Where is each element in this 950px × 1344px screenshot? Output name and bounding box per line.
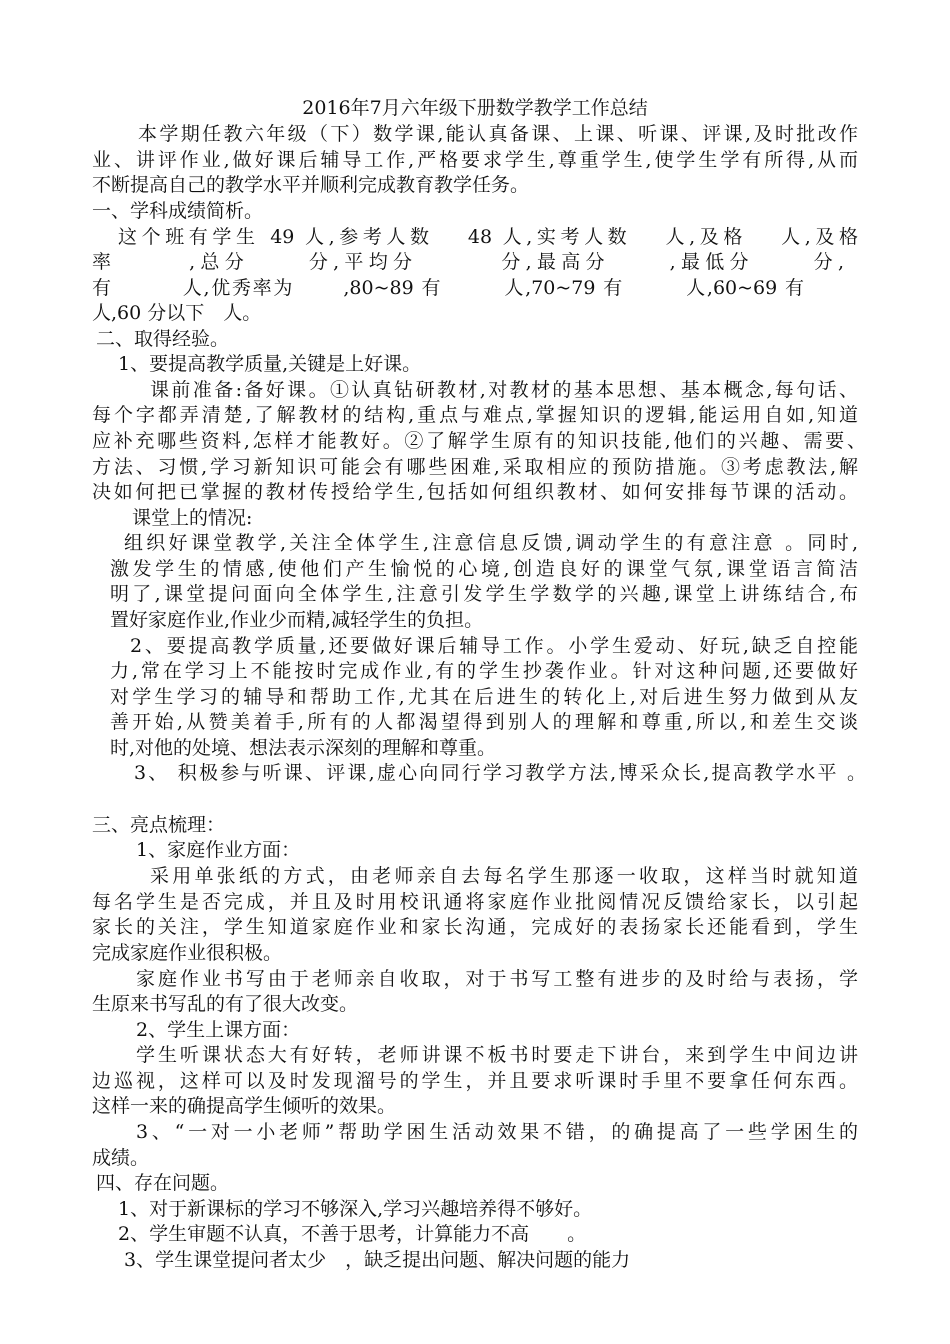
section2-heading: 二、取得经验。 [96,328,230,350]
sub1-p1-line-1: 采用单张纸的方式，由老师亲自去每名学生那逐一收取，这样当时就知道 [150,865,858,887]
sub1-p1-line-4: 完成家庭作业很积极。 [92,942,283,964]
item2-line-3: 对学生学习的辅导和帮助工作,尤其在后进生的转化上,对后进生努力做到从友 [110,686,858,708]
sub3-line-2: 成绩。 [92,1147,150,1169]
problem-item-1: 1、对于新课标的学习不够深入,学习兴趣培养得不够好。 [118,1198,593,1220]
problem-item-3: 3、学生课堂提问者太少 ，缺乏提出问题、解决问题的能力 [124,1249,631,1271]
section2-item3: 3、 积极参与听课、评课,虚心向同行学习教学方法,博采众长,提高教学水平 。 [134,762,866,784]
prep-line-5: 决如何把已掌握的教材传授给学生,包括如何组织教材、如何安排每节课的活动。 [92,481,858,503]
section1-line-2: 率 ,总分 分,平均分 分,最高分 ,最低分 分, [92,251,844,273]
sub3-line-1: 3、“一对一小老师”帮助学困生活动效果不错，的确提高了一些学困生的 [136,1121,858,1143]
section4-heading: 四、存在问题。 [96,1172,230,1194]
item2-line-1: 2、要提高教学质量,还要做好课后辅导工作。小学生爱动、好玩,缺乏自控能 [130,635,858,657]
sub2-line-1: 学生听课状态大有好转，老师讲课不板书时要走下讲台，来到学生中间边讲 [136,1044,858,1066]
sub2-line-3: 这样一来的确提高学生倾听的效果。 [92,1095,397,1117]
section1-heading: 一、学科成绩简析。 [92,200,264,222]
section1-line-3: 有 人,优秀率为 ,80~89 有 人,70~79 有 人,60~69 有 [92,277,804,299]
class-line-2: 激发学生的情感,使他们产生愉悦的心境,创造良好的课堂气氛,课堂语言简洁 [110,558,858,580]
document-title: 2016年7月六年级下册数学教学工作总结 [302,97,648,119]
sub1-p2-line-2: 生原来书写乱的有了很大改变。 [92,993,359,1015]
sub1-p2-line-1: 家庭作业书写由于老师亲自收取，对于书写工整有进步的及时给与表扬，学 [136,968,858,990]
item2-line-2: 力,常在学习上不能按时完成作业,有的学生抄袭作业。针对这种问题,还要做好 [110,660,858,682]
sub1-p1-line-2: 每名学生是否完成，并且及时用校讯通将家庭作业批阅情况反馈给家长，以引起 [92,891,858,913]
prep-line-4: 方法、习惯,学习新知识可能会有哪些困难,采取相应的预防措施。③考虑教法,解 [92,456,858,478]
intro-line-1: 本学期任教六年级（下）数学课,能认真备课、上课、听课、评课,及时批改作 [138,123,858,145]
sub1-title: 1、家庭作业方面： [136,839,301,861]
item2-line-4: 善开始,从赞美着手,所有的人都渴望得到别人的理解和尊重,所以,和差生交谈 [110,711,858,733]
class-line-4: 置好家庭作业,作业少而精,减轻学生的负担。 [110,609,484,631]
class-line-1: 组织好课堂教学,关注全体学生,注意信息反馈,调动学生的有意注意 。同时, [124,532,858,554]
prep-line-1: 课前准备:备好课。①认真钻研教材,对教材的基本思想、基本概念,每句话、 [150,379,858,401]
section1-line-4: 人,60 分以下 人。 [92,302,262,324]
item2-line-5: 时,对他的处境、想法表示深刻的理解和尊重。 [110,737,497,759]
sub2-line-2: 边巡视，这样可以及时发现溜号的学生，并且要求听课时手里不要拿任何东西。 [92,1070,858,1092]
section2-item1-title: 1、要提高教学质量,关键是上好课。 [118,353,422,375]
section1-line-1: 这个班有学生 49 人,参考人数 48 人,实考人数 人,及格 人,及格 [118,226,858,248]
class-line-3: 明了,课堂提问面向全体学生,注意引发学生学数学的兴趣,课堂上讲练结合,布 [110,583,858,605]
intro-line-3: 不断提高自己的教学水平并顺利完成教育教学任务。 [92,174,530,196]
problem-item-2: 2、学生审题不认真，不善于思考，计算能力不高 。 [118,1223,587,1245]
sub2-title: 2、学生上课方面： [136,1019,301,1041]
section3-heading: 三、亮点梳理： [92,814,226,836]
class-situation-title: 课堂上的情况: [132,507,253,529]
sub1-p1-line-3: 家长的关注，学生知道家庭作业和家长沟通，完成好的表扬家长还能看到，学生 [92,916,858,938]
intro-line-2: 业、讲评作业,做好课后辅导工作,严格要求学生,尊重学生,使学生学有所得,从而 [92,149,858,171]
prep-line-3: 应补充哪些资料,怎样才能教好。②了解学生原有的知识技能,他们的兴趣、需要、 [92,430,866,452]
prep-line-2: 每个字都弄清楚,了解教材的结构,重点与难点,掌握知识的逻辑,能运用自如,知道 [92,404,858,426]
